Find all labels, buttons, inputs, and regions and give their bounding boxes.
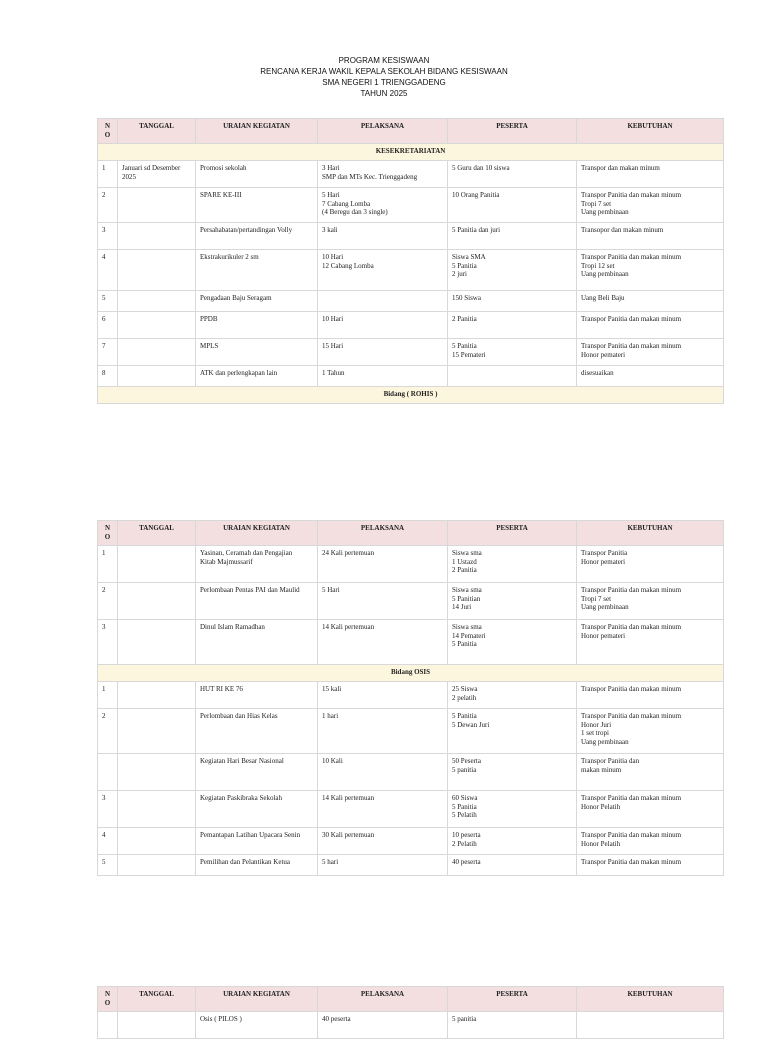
table-header-row xyxy=(98,987,724,1012)
cell-tanggal xyxy=(118,828,196,855)
cell-kebutuhan xyxy=(577,828,724,855)
cell-peserta xyxy=(448,791,577,828)
cell-no: 4 xyxy=(98,250,118,291)
cell-line: Kegiatan Paskibraka Sekolah xyxy=(200,794,283,802)
table-row xyxy=(98,188,724,223)
cell-tanggal xyxy=(118,855,196,876)
cell-tanggal xyxy=(118,754,196,791)
cell-tanggal xyxy=(118,546,196,583)
cell-line: Transpor dan makan minum xyxy=(581,164,660,172)
cell-line: Uang pembinaan xyxy=(581,208,629,216)
table-row xyxy=(98,291,724,312)
document-header xyxy=(0,55,768,99)
cell-pelaksana xyxy=(318,546,448,583)
col-header-no-line1: N xyxy=(104,122,111,130)
cell-tanggal xyxy=(118,583,196,620)
cell-no: 5 xyxy=(98,855,118,876)
cell-peserta xyxy=(448,339,577,366)
cell-line: Transpor Panitia dan makan minum xyxy=(581,685,682,693)
cell-line: 7 Cabang Lomba xyxy=(322,199,371,208)
col-header-no xyxy=(98,521,118,546)
col-header-uraian: URAIAN KEGIATAN xyxy=(196,987,318,1012)
cell-line: Transpor Panitia dan makan minum xyxy=(581,191,682,199)
cell-line: 60 Siswa xyxy=(452,794,478,802)
cell-no: 1 xyxy=(98,546,118,583)
cell-line: disesuaikan xyxy=(581,369,614,377)
cell-no xyxy=(98,754,118,791)
cell-line: 15 kali xyxy=(322,685,342,693)
cell-line: PPDB xyxy=(200,315,218,323)
table-row xyxy=(98,583,724,620)
cell-line: 14 Pemateri xyxy=(452,631,486,640)
cell-line: Transpor Panitia dan xyxy=(581,757,640,765)
cell-tanggal xyxy=(118,250,196,291)
cell-kebutuhan xyxy=(577,1012,724,1039)
cell-line: 15 Hari xyxy=(322,342,344,350)
cell-tanggal xyxy=(118,1012,196,1039)
cell-line: Osis ( PILOS ) xyxy=(200,1015,242,1023)
col-header-tanggal: TANGGAL xyxy=(118,987,196,1012)
program-table-1 xyxy=(97,118,724,404)
cell-line: Transpor Panitia dan makan minum xyxy=(581,831,682,839)
cell-line: Transpor Panitia dan makan minum xyxy=(581,712,682,720)
cell-uraian xyxy=(196,791,318,828)
cell-line: Honor Pelatih xyxy=(581,839,621,848)
cell-kebutuhan xyxy=(577,161,724,188)
cell-peserta xyxy=(448,546,577,583)
cell-line: 30 Kali pertemuan xyxy=(322,831,375,839)
cell-pelaksana xyxy=(318,583,448,620)
cell-line: Tropi 7 set xyxy=(581,594,612,603)
cell-line: 5 Panitia xyxy=(452,802,477,811)
cell-line: 5 panitia xyxy=(452,765,477,774)
cell-uraian xyxy=(196,828,318,855)
cell-uraian xyxy=(196,161,318,188)
cell-line: Pemilihan dan Pelantikan Ketua xyxy=(200,858,291,866)
cell-pelaksana xyxy=(318,223,448,250)
section-rohis: Bidang ( ROHIS ) xyxy=(98,387,724,404)
cell-line: Siswa SMA xyxy=(452,253,486,261)
cell-line: 5 Pelatih xyxy=(452,811,477,819)
cell-peserta xyxy=(448,366,577,387)
cell-line: Perlombaan Pentas PAI dan Maulid xyxy=(200,586,300,594)
cell-line: Pengadaan Baju Seragam xyxy=(200,294,272,302)
cell-line: Uang pembinaan xyxy=(581,270,629,278)
cell-line: MPLS xyxy=(200,342,219,350)
cell-pelaksana xyxy=(318,161,448,188)
cell-pelaksana xyxy=(318,366,448,387)
cell-line: 40 peserta xyxy=(322,1015,351,1023)
cell-line: Januari sd Desember xyxy=(122,164,181,172)
cell-line: 150 Siswa xyxy=(452,294,481,302)
table-row xyxy=(98,855,724,876)
cell-line: 5 Dewan Juri xyxy=(452,720,490,729)
cell-peserta xyxy=(448,620,577,665)
table-header-row xyxy=(98,521,724,546)
cell-kebutuhan xyxy=(577,188,724,223)
cell-line: Tropi 7 set xyxy=(581,199,612,208)
cell-line: Honor pemateri xyxy=(581,557,626,566)
cell-no: 3 xyxy=(98,791,118,828)
cell-line: Siswa sma xyxy=(452,623,482,631)
cell-uraian xyxy=(196,250,318,291)
col-header-no-line2: O xyxy=(104,532,111,541)
table-row xyxy=(98,366,724,387)
cell-no: 2 xyxy=(98,188,118,223)
cell-no: 1 xyxy=(98,161,118,188)
table-row xyxy=(98,682,724,709)
cell-uraian xyxy=(196,620,318,665)
table-row xyxy=(98,828,724,855)
cell-line: 5 Panitia dan juri xyxy=(452,226,501,234)
program-table-2 xyxy=(97,520,724,876)
cell-line: 2 pelatih xyxy=(452,693,477,702)
cell-line: Honor Juri xyxy=(581,720,612,729)
cell-peserta xyxy=(448,855,577,876)
cell-line: Transpor Panitia dan makan minum xyxy=(581,342,682,350)
cell-line: SPARE KE-III xyxy=(200,191,242,199)
col-header-tanggal: TANGGAL xyxy=(118,521,196,546)
cell-line: HUT RI KE 76 xyxy=(200,685,243,693)
cell-line: 5 hari xyxy=(322,858,339,866)
cell-line: Tropi 12 set xyxy=(581,261,615,270)
cell-no: 8 xyxy=(98,366,118,387)
header-line-year: TAHUN 2025 xyxy=(360,89,408,98)
cell-uraian xyxy=(196,583,318,620)
cell-line: Persahabatan/pertandingan Volly xyxy=(200,226,293,234)
cell-line: Uang pembinaan xyxy=(581,603,629,611)
cell-line: Kitab Majmussarif xyxy=(200,557,253,566)
col-header-no-line2: O xyxy=(104,130,111,139)
cell-line: 10 Orang Panitia xyxy=(452,191,500,199)
cell-line: Pemantapan Latihan Upacara Senin xyxy=(200,831,301,839)
cell-line: 2 Panitia xyxy=(452,315,477,323)
section-kesekretariatan: KESEKRETARIATAN xyxy=(98,144,724,161)
cell-no: 2 xyxy=(98,583,118,620)
cell-line: 5 Panitia xyxy=(452,342,477,350)
cell-line: 24 Kali pertemuan xyxy=(322,549,375,557)
table-row xyxy=(98,620,724,665)
cell-line: Honor Pelatih xyxy=(581,802,621,811)
cell-tanggal xyxy=(118,312,196,339)
cell-kebutuhan xyxy=(577,791,724,828)
cell-pelaksana xyxy=(318,791,448,828)
cell-uraian xyxy=(196,366,318,387)
cell-line: 2025 xyxy=(122,172,136,181)
cell-pelaksana xyxy=(318,339,448,366)
cell-uraian xyxy=(196,709,318,754)
cell-kebutuhan xyxy=(577,312,724,339)
cell-peserta xyxy=(448,291,577,312)
cell-tanggal xyxy=(118,682,196,709)
cell-kebutuhan xyxy=(577,366,724,387)
cell-line: 5 Hari xyxy=(322,586,340,594)
col-header-no xyxy=(98,987,118,1012)
cell-line: 15 Pemateri xyxy=(452,350,486,359)
cell-uraian xyxy=(196,291,318,312)
cell-tanggal xyxy=(118,339,196,366)
cell-peserta xyxy=(448,312,577,339)
cell-no: 6 xyxy=(98,312,118,339)
cell-line: 10 Hari xyxy=(322,315,344,323)
cell-no: 5 xyxy=(98,291,118,312)
table-row xyxy=(98,546,724,583)
cell-pelaksana xyxy=(318,250,448,291)
cell-tanggal xyxy=(118,791,196,828)
cell-no: 4 xyxy=(98,828,118,855)
cell-no: 3 xyxy=(98,223,118,250)
table-row xyxy=(98,791,724,828)
cell-kebutuhan xyxy=(577,754,724,791)
cell-line: Transpor Panitia dan makan minum xyxy=(581,858,682,866)
cell-pelaksana xyxy=(318,188,448,223)
cell-uraian xyxy=(196,754,318,791)
cell-line: 40 peserta xyxy=(452,858,481,866)
cell-uraian xyxy=(196,682,318,709)
cell-line: 14 Kali pertemuan xyxy=(322,794,375,802)
cell-line: 1 hari xyxy=(322,712,339,720)
header-line-program: PROGRAM KESISWAAN xyxy=(338,56,430,65)
cell-tanggal xyxy=(118,291,196,312)
col-header-peserta: PESERTA xyxy=(448,987,577,1012)
table-row xyxy=(98,161,724,188)
cell-tanggal xyxy=(118,223,196,250)
cell-uraian xyxy=(196,223,318,250)
cell-line: Yasinan, Ceramah dan Pengajian xyxy=(200,549,293,557)
cell-uraian xyxy=(196,1012,318,1039)
col-header-uraian: URAIAN KEGIATAN xyxy=(196,521,318,546)
col-header-peserta: PESERTA xyxy=(448,119,577,144)
cell-line: 1 Tahun xyxy=(322,369,345,377)
header-line-rencana: RENCANA KERJA WAKIL KEPALA SEKOLAH BIDANG KESISWAAN xyxy=(260,67,508,76)
cell-peserta xyxy=(448,188,577,223)
cell-pelaksana xyxy=(318,709,448,754)
cell-tanggal xyxy=(118,161,196,188)
cell-line: Promosi sekolah xyxy=(200,164,247,172)
col-header-kebutuhan: KEBUTUHAN xyxy=(577,119,724,144)
cell-line: Siswa sma xyxy=(452,586,482,594)
cell-peserta xyxy=(448,583,577,620)
table-row xyxy=(98,250,724,291)
col-header-tanggal: TANGGAL xyxy=(118,119,196,144)
cell-line: Transpor Panitia dan makan minum xyxy=(581,253,682,261)
col-header-pelaksana: PELAKSANA xyxy=(318,987,448,1012)
cell-line: 5 Guru dan 10 siswa xyxy=(452,164,510,172)
cell-uraian xyxy=(196,855,318,876)
cell-peserta xyxy=(448,161,577,188)
cell-line: makan minum xyxy=(581,765,622,774)
cell-peserta xyxy=(448,754,577,791)
cell-peserta xyxy=(448,828,577,855)
cell-line: 2 Pelatih xyxy=(452,839,477,848)
cell-pelaksana xyxy=(318,682,448,709)
cell-no xyxy=(98,1012,118,1039)
cell-line: Transpor Panitia dan makan minum xyxy=(581,586,682,594)
cell-line: ATK dan perlengkapan lain xyxy=(200,369,278,377)
cell-line: 5 Panitia xyxy=(452,640,477,648)
cell-line: Transpor Panitia dan makan minum xyxy=(581,794,682,802)
cell-line: Transpor Panitia dan makan minum xyxy=(581,623,682,631)
cell-line: 10 Hari xyxy=(322,253,344,261)
cell-line: 10 peserta xyxy=(452,831,481,839)
table-row xyxy=(98,223,724,250)
cell-peserta xyxy=(448,1012,577,1039)
cell-no: 7 xyxy=(98,339,118,366)
cell-line: Transopor dan makan minum xyxy=(581,226,664,234)
cell-line: Ekstrakurikuler 2 sm xyxy=(200,253,259,261)
cell-line: Transpor Panitia xyxy=(581,549,628,557)
cell-uraian xyxy=(196,312,318,339)
cell-kebutuhan xyxy=(577,620,724,665)
cell-tanggal xyxy=(118,620,196,665)
cell-kebutuhan xyxy=(577,583,724,620)
cell-line: 3 Hari xyxy=(322,164,340,172)
cell-pelaksana xyxy=(318,855,448,876)
cell-line: 5 Panitian xyxy=(452,594,481,603)
cell-line: Honor pemateri xyxy=(581,350,626,359)
cell-line: 2 Panitia xyxy=(452,566,477,574)
cell-line: 50 Peserta xyxy=(452,757,481,765)
cell-line: 3 kali xyxy=(322,226,338,234)
cell-tanggal xyxy=(118,709,196,754)
cell-tanggal xyxy=(118,188,196,223)
cell-tanggal xyxy=(118,366,196,387)
table-row xyxy=(98,312,724,339)
cell-line: 1 set tropi xyxy=(581,729,609,737)
cell-line: 12 Cabang Lomba xyxy=(322,261,374,270)
cell-pelaksana xyxy=(318,828,448,855)
cell-pelaksana xyxy=(318,1012,448,1039)
cell-line: Uang Beli Baju xyxy=(581,294,625,302)
cell-kebutuhan xyxy=(577,546,724,583)
cell-line: Uang pembinaan xyxy=(581,737,629,746)
cell-uraian xyxy=(196,546,318,583)
cell-line: 5 Panitia xyxy=(452,712,477,720)
cell-no: 2 xyxy=(98,709,118,754)
cell-uraian xyxy=(196,339,318,366)
col-header-no xyxy=(98,119,118,144)
header-line-school: SMA NEGERI 1 TRIENGGADENG xyxy=(322,78,446,87)
cell-kebutuhan xyxy=(577,250,724,291)
cell-line: 5 panitia xyxy=(452,1015,477,1023)
program-table-3 xyxy=(97,986,724,1039)
cell-peserta xyxy=(448,709,577,754)
cell-line: 1 Ustazd xyxy=(452,557,477,566)
col-header-uraian: URAIAN KEGIATAN xyxy=(196,119,318,144)
cell-line: Siswa sma xyxy=(452,549,482,557)
cell-line: 10 Kali xyxy=(322,757,343,765)
cell-line: 2 juri xyxy=(452,270,467,278)
cell-line: 5 Panitia xyxy=(452,261,477,270)
table-row xyxy=(98,339,724,366)
cell-uraian xyxy=(196,188,318,223)
col-header-no-line2: O xyxy=(104,998,111,1007)
col-header-kebutuhan: KEBUTUHAN xyxy=(577,521,724,546)
cell-pelaksana xyxy=(318,754,448,791)
col-header-no-line1: N xyxy=(104,524,111,532)
col-header-pelaksana: PELAKSANA xyxy=(318,119,448,144)
cell-pelaksana xyxy=(318,620,448,665)
cell-line: (4 Beregu dan 3 single) xyxy=(322,208,388,216)
cell-line: 5 Hari xyxy=(322,191,340,199)
col-header-kebutuhan: KEBUTUHAN xyxy=(577,987,724,1012)
cell-kebutuhan xyxy=(577,339,724,366)
cell-line: Honor pemateri xyxy=(581,631,626,640)
table-row xyxy=(98,709,724,754)
cell-kebutuhan xyxy=(577,855,724,876)
cell-line: 25 Siswa xyxy=(452,685,478,693)
col-header-peserta: PESERTA xyxy=(448,521,577,546)
col-header-pelaksana: PELAKSANA xyxy=(318,521,448,546)
table-header-row xyxy=(98,119,724,144)
cell-no: 1 xyxy=(98,682,118,709)
cell-line: SMP dan MTs Kec. Trienggadeng xyxy=(322,172,418,181)
cell-line: Dinul Islam Ramadhan xyxy=(200,623,265,631)
cell-line: 14 Kali pertemuan xyxy=(322,623,375,631)
cell-peserta xyxy=(448,223,577,250)
cell-pelaksana xyxy=(318,291,448,312)
cell-line: Perlombaan dan Hias Kelas xyxy=(200,712,278,720)
cell-no: 3 xyxy=(98,620,118,665)
section-osis: Bidang OSIS xyxy=(98,665,724,682)
cell-kebutuhan xyxy=(577,223,724,250)
cell-line: Transpor Panitia dan makan minum xyxy=(581,315,682,323)
cell-kebutuhan xyxy=(577,709,724,754)
cell-line: Kegiatan Hari Besar Nasional xyxy=(200,757,284,765)
col-header-no-line1: N xyxy=(104,990,111,998)
cell-line: 14 Juri xyxy=(452,603,472,611)
cell-kebutuhan xyxy=(577,291,724,312)
table-row xyxy=(98,1012,724,1039)
cell-pelaksana xyxy=(318,312,448,339)
cell-kebutuhan xyxy=(577,682,724,709)
cell-peserta xyxy=(448,250,577,291)
table-row xyxy=(98,754,724,791)
cell-peserta xyxy=(448,682,577,709)
